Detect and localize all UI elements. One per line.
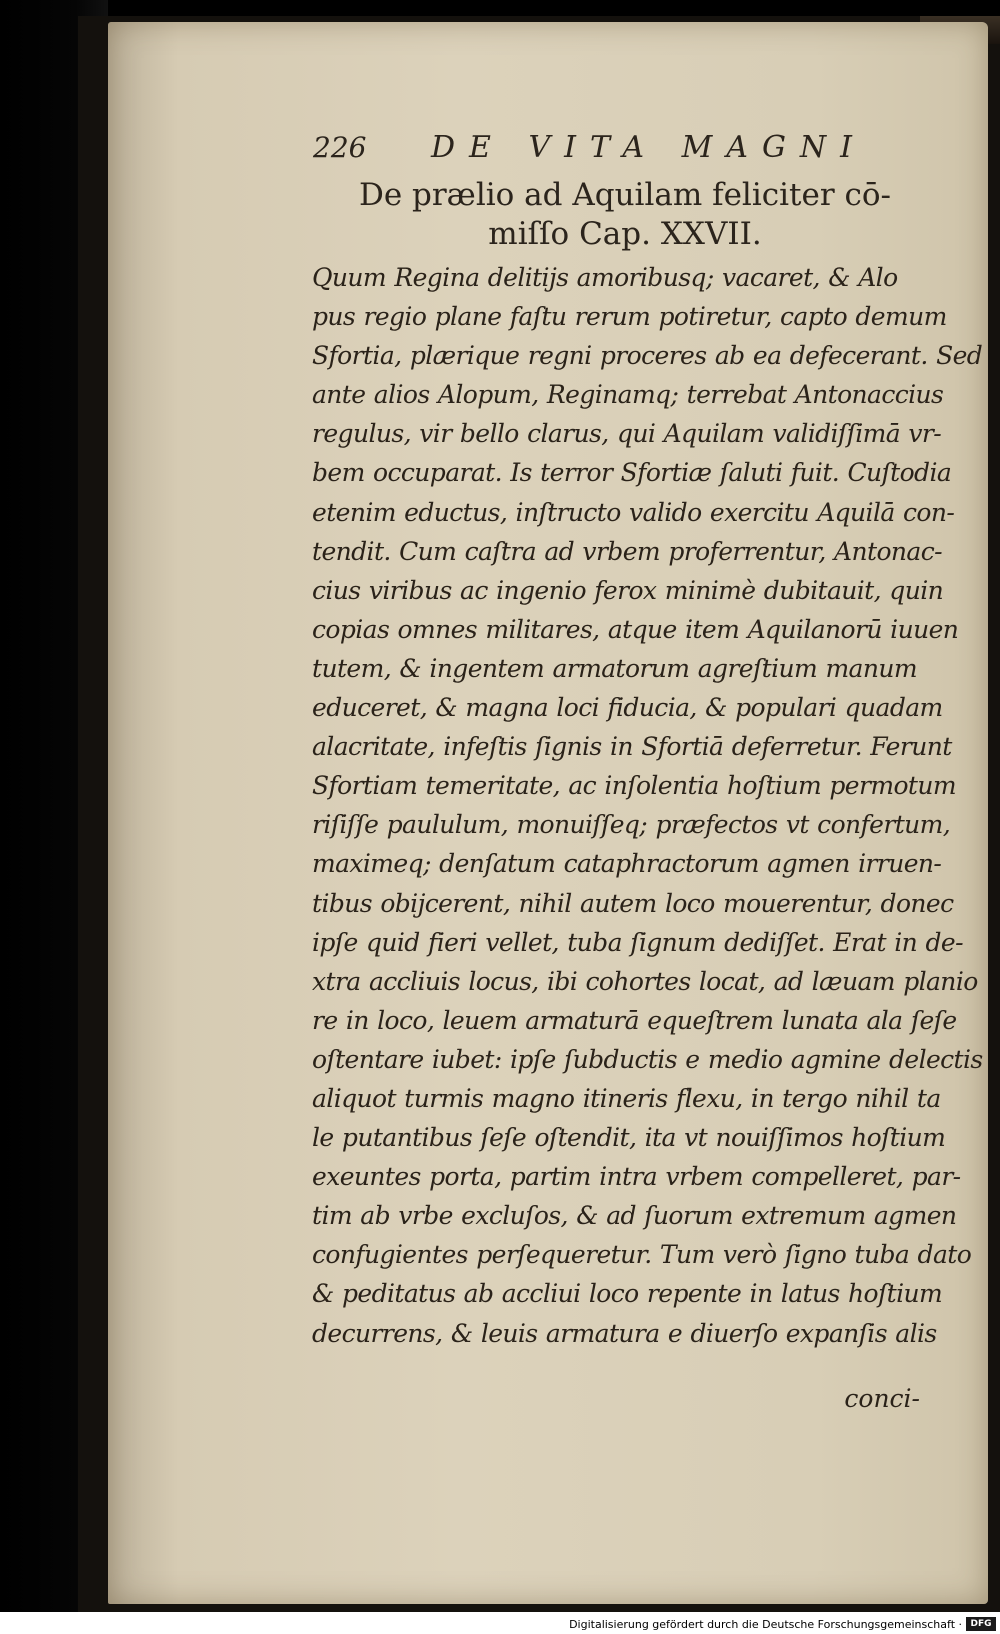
text-line: decurrens, & leuis armatura e diuerſo expanſis alis [312, 1318, 937, 1348]
text-line: Quum Regina delitijs amoribusq; vacaret, & Alo [312, 263, 898, 292]
running-title: DE VITA MAGNI [431, 130, 867, 165]
text-line: re in loco, leuem armaturā equeſtrem lunata ala ſeſe [312, 1005, 957, 1035]
text-line: & peditatus ab accliui loco repente in latus hoſtium [312, 1279, 943, 1309]
text-line: tim ab vrbe excluſos, & ad ſuorum extremum agmen [312, 1201, 957, 1231]
text-line: copias omnes militares, atque item Aquilanorū iuuen [312, 614, 959, 644]
chapter-title-line-1: De prælio ad Aquilam feliciter cō- [358, 177, 892, 213]
dfg-logo: DFG [966, 1617, 996, 1631]
digitization-footer [0, 1612, 1000, 1634]
text-line: regulus, vir bello clarus, qui Aquilam validiſſimā vr- [312, 419, 942, 449]
catchword: conci- [844, 1384, 920, 1413]
text-line: tutem, & ingentem armatorum agreſtium manum [312, 653, 917, 683]
text-line: oſtentare iubet: ipſe ſubductis e medio agmine delectis [312, 1044, 983, 1074]
text-line: bem occuparat. Is terror Sfortiæ ſaluti fuit. Cuſtodia [312, 458, 952, 488]
text-line: le putantibus ſeſe oſtendit, ita vt nouiſſimos hoſtium [312, 1123, 946, 1153]
funding-credit: Digitalisierung gefördert durch die Deutsche Forschungsgemeinschaft · [569, 1618, 962, 1631]
text-line: exeuntes porta, partim intra vrbem compelleret, par- [312, 1162, 961, 1192]
text-line: ante alios Alopum, Reginamq; terrebat Antonaccius [312, 380, 944, 410]
text-line: xtra accliuis locus, ibi cohortes locat, ad læuam planio [312, 966, 978, 996]
chapter-heading [335, 176, 915, 254]
text-line: tibus obijcerent, nihil autem loco mouerentur, donec [312, 888, 954, 918]
text-line: riſiſſe paululum, monuiſſeq; præfectos vt confertum, [312, 810, 951, 840]
text-line: etenim eductus, inſtructo valido exercitu Aquilā con- [312, 497, 955, 527]
body-text [312, 258, 984, 1353]
running-header [313, 130, 883, 166]
text-line: tendit. Cum caſtra ad vrbem proferrentur, Antonac- [312, 536, 942, 566]
text-line: aliquot turmis magno itineris flexu, in tergo nihil ta [312, 1083, 941, 1113]
text-line: educeret, & magna loci fiducia, & populari quadam [312, 693, 943, 723]
text-line: confugientes perſequeretur. Tum verò ſigno tuba dato [312, 1240, 972, 1270]
chapter-title-line-2: miſſo Cap. XXVII. [488, 216, 762, 252]
page-number: 226 [313, 131, 367, 164]
text-line: Sfortia, plærique regni proceres ab ea defecerant. Sed [312, 341, 983, 371]
text-line: cius viribus ac ingenio ferox minimè dubitauit, quin [312, 575, 944, 605]
text-line: maximeq; denſatum cataphractorum agmen irruen- [312, 849, 942, 879]
text-line: alacritate, infeſtis ſignis in Sfortiā deferretur. Ferunt [312, 732, 952, 762]
text-line: Sfortiam temeritate, ac inſolentia hoſtium permotum [312, 771, 956, 801]
text-line: pus regio plane faſtu rerum potiretur, capto demum [312, 302, 947, 332]
text-line: ipſe quid fieri vellet, tuba ſignum dediſſet. Erat in de- [312, 927, 963, 957]
